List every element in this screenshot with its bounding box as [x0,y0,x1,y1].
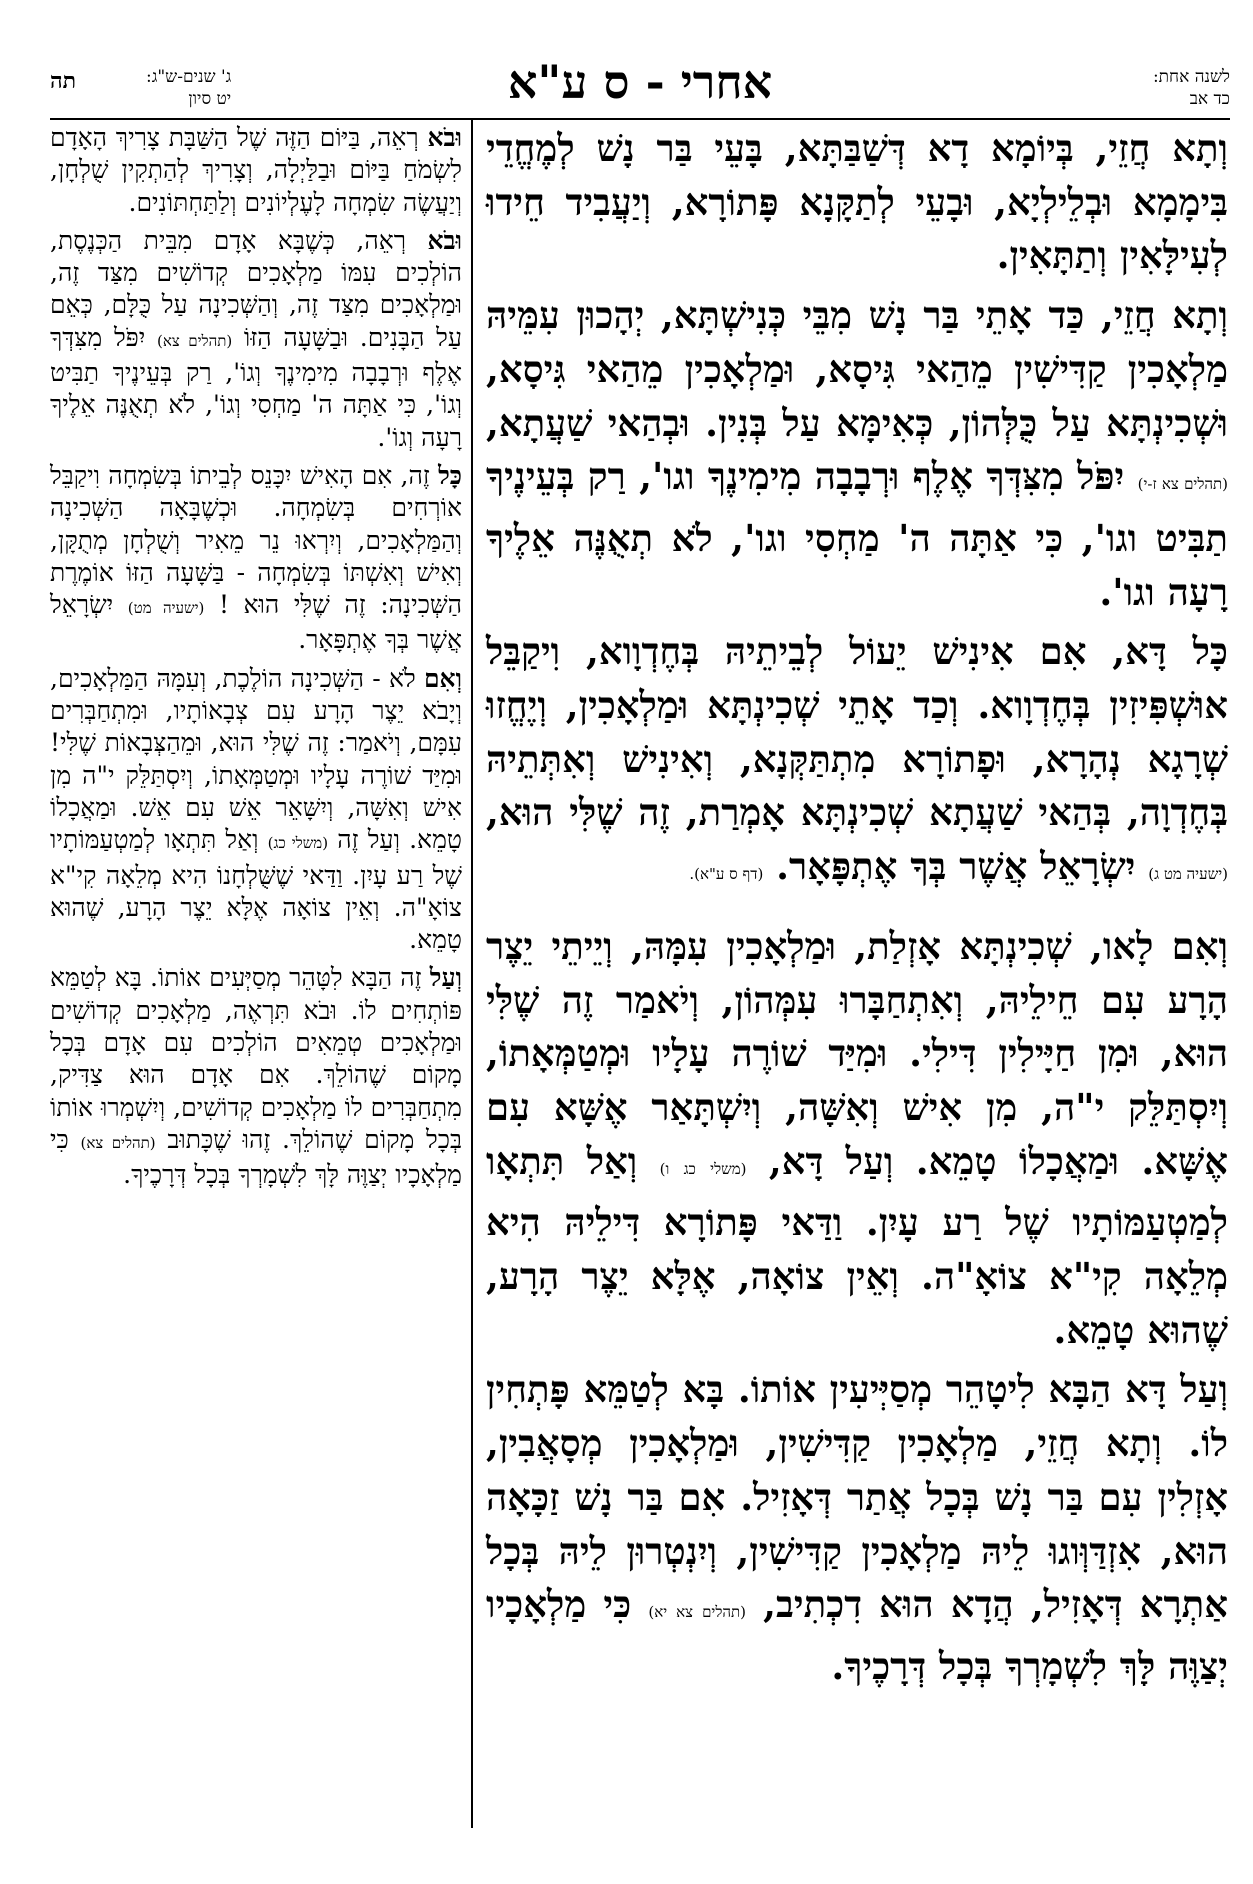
three-year-date: יט סיון [188,89,232,109]
paragraph-text: יִפֹּל מִצִּדְּךָ אֶלֶף וּרְבָבָה מִימִינֶךָ וגו', רַק בְּעֵינֶיךָ תַבִּיט וגו', כִּי אַתָּה ה' מַחְסִי וגו', לֹא תְאֻנֶּה אֵלֶיךָ רָעָה וגו'. [486,454,1228,614]
paragraph-text: וְאַל תִּתְאָו לְמַטְעַמּוֹתָיו שֶׁל רַע עָיִן. וַדַּאי פָּתוֹרָא דִּילֵיהּ הִיא מְלֵאָה קִי"א צוֹאָ"ה. וְאֵין צוֹאָה, אֶלָּא יֵצֶר הָרָע, שֶׁהוּא טָמֵא. [486,1138,1228,1352]
paragraph-text: זֶה הַבָּא לִטָּהֵר מְסַיְּעִים אוֹתוֹ. בָּא לְטַמֵּא פּוֹתְחִים לוֹ. וּבֹא תִּרְאֶה, מַלְאָכִים קְדוֹשִׁים וּמַלְאָכִים טְמֵאִים הוֹלְכִים עִם אָדָם בְּכָל מָקוֹם שֶׁהוֹלֵךְ. אִם אָדָם הוּא צַדִּיק, מִתְחַבְּרִים לוֹ מַלְאָכִים קְדוֹשִׁים, וְיִשְׁמְרוּ אוֹתוֹ בְּכָל מָקוֹם שֶׁהוֹלֵךְ. זֶהוּ שֶׁכָּתוּב [50,963,462,1154]
verse-reference: (תהלים צא יא) [648,1603,747,1622]
paragraph-text: זֶה, אִם הָאִישׁ יִכָּנֵס לְבֵיתוֹ בְּשִׂמְחָה וִיקַבֵּל אוֹרְחִים בְּשִׂמְחָה. וּכְשֶׁבָּאָה הַשְּׁכִינָה וְהַמַּלְאָכִים, וְיִרְאוּ נֵר מֵאִיר וְשֻׁלְחָן מְתֻקָּן, וְאִישׁ וְאִשְׁתּוֹ בְּשִׂמְחָה - בַּשָּׁעָה הַזּוֹ אוֹמֶרֶת הַשְּׁכִינָה: זֶה שֶׁלִּי הוּא ! [50,460,462,620]
aramaic-paragraph [486,122,1228,283]
page-number: תה [50,68,77,94]
paragraph-lead: וְתָא [1172,126,1228,170]
hebrew-paragraph [50,122,462,219]
aramaic-paragraph [486,1363,1228,1693]
paragraph-lead: וּבֹא [427,225,462,255]
page-header [50,54,1230,116]
paragraph-lead: וְעַל [429,963,462,993]
aramaic-paragraph [486,920,1228,1358]
paragraph-text: יִשְׂרָאֵל אֲשֶׁר בְּךָ אֶתְפָּאָר. [763,844,1149,889]
verse-reference: (ישעיה מט ג) [1148,865,1228,884]
header-rule [50,118,1230,120]
paragraph-text: כִּי מַלְאָכָיו יְצַוֶּה לָּךְ לִשְׁמָרְךָ בְּכָל דְּרָכֶיךָ. [50,1124,462,1190]
aramaic-column [486,122,1228,1700]
paragraph-text: חֲזֵי, בְּיוֹמָא דָא דְּשַׁבַּתָּא, בָּעֵי בַּר נָשׁ לְמֶחֱדֵי בִּימָמָא וּבְלֵילְיָא, וּבָעֵי לְתַקָּנָא פָּתוֹרָא, וְיַעֲבִיד חֵידוּ לְעִילָּאִין וְתַתָּאִין. [486,126,1228,278]
paragraph-text: דָּא, אִם אִינִישׁ יֵעוֹל לְבֵיתֵיהּ בְּחֶדְוָוא, וִיקַבֵּל אוּשְׁפִּיזִין בְּחֶדְוָוא. וְכַד אָתֵי שְׁכִינְתָּא וּמַלְאָכִין, וְיֶחֱזוּ שְׁרָגָא נְהָרָא, וּפָתוֹרָא מִתְתַּקְּנָא, וְאִינִישׁ וְאִתְּתֵיהּ בְּחֶדְוָה, בְּהַאי שַׁעֲתָא שְׁכִינְתָּא אָמְרַת, זֶה שֶׁלִּי הוּא, [486,629,1228,835]
paragraph-text: דָּא הַבָּא לִיטָהֵר מְסַיְּיעִין אוֹתוֹ. בָּא לְטַמֵּא פָּתְחִין לוֹ. וְתָא חֲזֵי, מַלְאָכִין קַדִּישִׁין, וּמַלְאָכִין מְסָאֲבִין, אָזְלִין עִם בַּר נָשׁ בְּכָל אֲתַר דְּאָזִיל. אִם בַּר נָשׁ זַכָּאָה הוּא, אִזְדַּוְּוגוּ לֵיהּ מַלְאָכִין קַדִּישִׁין, וְיִנְטְרוּן לֵיהּ בְּכָל אַתְרָא דְּאָזִיל, הֲדָא הוּא דִכְתִיב, [486,1367,1228,1627]
paragraph-lead: כָּל [1192,629,1228,674]
paragraph-text: רְאֵה, כְּשֶׁבָּא אָדָם מִבֵּית הַכְּנֶסֶת, הוֹלְכִים עִמּוֹ מַלְאָכִים קְדוֹשִׁים מִצַּד זֶה, וּמַלְאָכִים מִצַּד זֶה, וְהַשְּׁכִינָה עַל כֻּלָּם, כְּאֵם עַל הַבָּנִים. וּבַשָּׁעָה הַזּוֹ [50,225,463,352]
verse-reference: (משלי כג ו) [659,1159,747,1178]
hebrew-paragraph [50,962,462,1191]
hebrew-translation-column [50,122,462,1198]
aramaic-paragraph [486,289,1228,619]
aramaic-paragraph [486,625,1228,902]
page-title: אחרי - ס ע"א [507,55,773,109]
verse-reference: (תהלים צא) [157,331,233,350]
one-year-label: לשנה אחת: [1152,67,1230,87]
paragraph-lead: כָּל [438,460,462,490]
verse-reference: (תהלים צא ז-י) [1137,475,1229,494]
paragraph-lead: וְעַל [1180,1367,1228,1412]
paragraph-lead: וְאִם [1171,923,1228,968]
paragraph-lead: וְאִם [423,663,462,693]
verse-reference: (ישעיה מט) [127,599,205,618]
paragraph-text: יִפֹּל מִצִּדְּךָ אֶלֶף וּרְבָבָה מִימִינֶךָ וְגוֹ', רַק בְּעֵינֶיךָ תַבִּיט וְגוֹ', כִּי אַתָּה ה' מַחְסִי וְגוֹ', לֹא תְאֻנֶּה אֵלֶיךָ רָעָה וְגוֹ'. [50,322,462,452]
verse-reference: (תהלים צא) [80,1133,156,1152]
paragraph-text: כִּי מַלְאָכָיו יְצַוֶּה לָּךְ לִשְׁמָרְךָ בְּכָל דְּרָכֶיךָ. [486,1582,1228,1688]
one-year-date: כד אב [1189,89,1230,109]
verse-reference: (משלי כג) [267,834,329,853]
hebrew-paragraph [50,663,462,957]
paragraph-lead: וּבֹא [427,123,462,152]
paragraph-text: לֹא - הַשְּׁכִינָה הוֹלֶכֶת, וְעִמָּהּ הַמַּלְאָכִים, וְיָבֹא יֵצֶר הָרָע עִם צְבָאוֹתָיו, וּמִתְחַבְּרִים עִמָּם, וְיֹאמַר: זֶה שֶׁלִּי הוּא, וּמֵהַצְּבָאוֹת שֶׁלִּי! וּמִיַּד שׁוֹרֶה עָלָיו וּמְטַמְּאָתוֹ, וְיִסְתַּלֵּק י"ה מִן אִישׁ וְאִשָּׁה, וְיִשָּׁאֵר אֵשׁ עִם אֵשׁ. וּמַאֲכָלוֹ טָמֵא. וְעַל זֶה [50,663,462,855]
paragraph-text: יִשְׂרָאֵל אֲשֶׁר בְּךָ אֶתְפָּאָר. [50,590,462,655]
paragraph-text: רְאֵה, בַּיּוֹם הַזֶּה שֶׁל הַשַּׁבָּת צָרִיךְ הָאָדָם לִשְׂמֹחַ בַּיּוֹם וּבַלַּיְלָה, וְצָרִיךְ לְהַתְקִין שֻׁלְחָן, וְיַעֲשֶׂה שִׂמְחָה לָעֶלְיוֹנִים וְלַתַּחְתּוֹנִים. [50,123,462,217]
paragraph-text: לָאו, שְׁכִינְתָּא אָזְלַת, וּמַלְאָכִין עִמָּהּ, וְיֵיתֵי יֵצֶר הָרָע עִם חֵילֵיהּ, וְאִתְחַבָּרוּ עִמְּהוֹן, וְיֹאמַר זֶה שֶׁלִּי הוּא, וּמִן חַיָּילִין דִּילִי. וּמִיַּד שׁוֹרֶה עָלָיו וּמְטַמְּאָתוֹ, וְיִסְתַּלֵּק י"ה, מִן אִישׁ וְאִשָּׁה, וְיִשְׁתָּאַר אֶשָּׁא עִם אֶשָּׁא. וּמַאֲכָלוֹ טָמֵא. וְעַל דָּא, [486,923,1228,1183]
three-year-schedule [146,66,231,110]
hebrew-paragraph [50,225,462,454]
hebrew-paragraph [50,460,462,657]
three-year-label: ג' שנים-ש"ג: [146,67,232,87]
paragraph-text: וְאַל תִּתְאָו לְמַטְעַמּוֹתָיו שֶׁל רַע עָיִן. וַדַּאי שֶׁשֻּׁלְחָנוֹ הִיא מְלֵאָה קִי"א צוֹאָ"ה. וְאֵין צוֹאָה אֶלָּא יֵצֶר הָרָע, שֶׁהוּא טָמֵא. [50,825,462,955]
paragraph-text: חֲזֵי, כַּד אָתֵי בַּר נָשׁ מִבֵּי כְּנִישְׁתָּא, יְהָכוּן עִמֵּיהּ מַלְאָכִין קַדִּישִׁין מֵהַאי גִּיסָא, וּמַלְאָכִין מֵהַאי גִּיסָא, וּשְׁכִינְתָּא עַל כֻּלְּהוֹן, כְּאִימָּא עַל בְּנִין. וּבְהַאי שַׁעֲתָא, [486,293,1228,445]
column-divider [471,118,473,1828]
paragraph-lead: וְתָא [1172,293,1228,338]
folio-reference: (דף ס ע"א). [689,865,764,884]
